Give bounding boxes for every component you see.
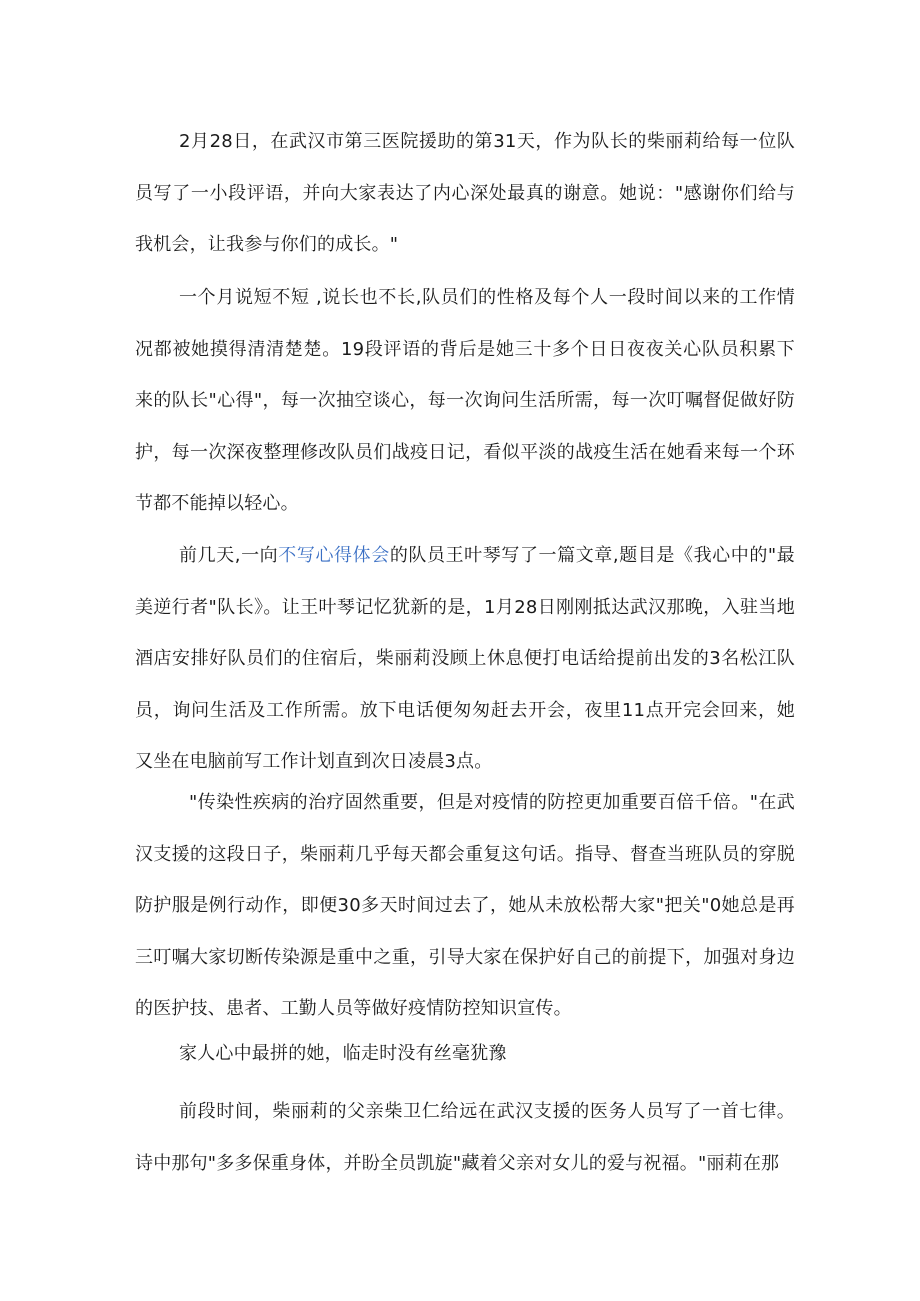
paragraph-3 [135,530,795,788]
section-subheading: 家人心中最拼的她，临走时没有丝毫犹豫 [179,1043,507,1064]
paragraph-6: 前段时间，柴丽莉的父亲柴卫仁给远在武汉支援的医务人员写了一首七律。诗中那句"多多保重身体，并盼全员凯旋"藏着父亲对女儿的爱与祝福。"丽莉在那 [135,1101,795,1174]
paragraph-2: 一个月说短不短 ,说长也不长,队员们的性格及每个人一段时间以来的工作情况都被她摸得清清楚楚。19段评语的背后是她三十多个日日夜夜关心队员积累下来的队长"心得"，每一次抽空谈心，每一次询问生活所需，每一次叮嘱督促做好防护，每一次深夜整理修改队员们战疫日记，看似平淡的战疫生活在她看来每一个环节都不能掉以轻心。 [135,287,795,514]
paragraph-4: "传染性疾病的治疗固然重要，但是对疫情的防控更加重要百倍千倍。"在武汉支援的这段日子，柴丽莉几乎每天都会重复这句话。指导、督查当班队员的穿脱防护服是例行动作，即便30多天时间过去了，她从未放松帮大家"把关"0她总是再三叮嘱大家切断传染源是重中之重，引导大家在保护好自己的前提下，加强对身边的医护技、患者、工勤人员等做好疫情防控知识宣传。 [135,792,795,1019]
paragraph-3-after-link: 的队员王叶琴写了一篇文章,题目是《我心中的"最美逆行者"队长》。让王叶琴记忆犹新的是，1月28日刚刚抵达武汉那晚，入驻当地酒店安排好队员们的住宿后，柴丽莉没顾上休息便打电话给提前出发的3名松江队员，询问生活及工作所需。放下电话便匆匆赶去开会，夜里11点开完会回来，她又坐在电脑前写工作计划直到次日凌晨3点。 [135,545,795,772]
paragraph-3-before-link: 前几天,一向 [179,545,279,566]
paragraph-1: 2月28日，在武汉市第三医院援助的第31天，作为队长的柴丽莉给每一位队员写了一小段评语，并向大家表达了内心深处最真的谢意。她说："感谢你们给与我机会，让我参与你们的成长。" [135,131,795,255]
inline-link[interactable]: 不写心得体会 [278,545,390,566]
